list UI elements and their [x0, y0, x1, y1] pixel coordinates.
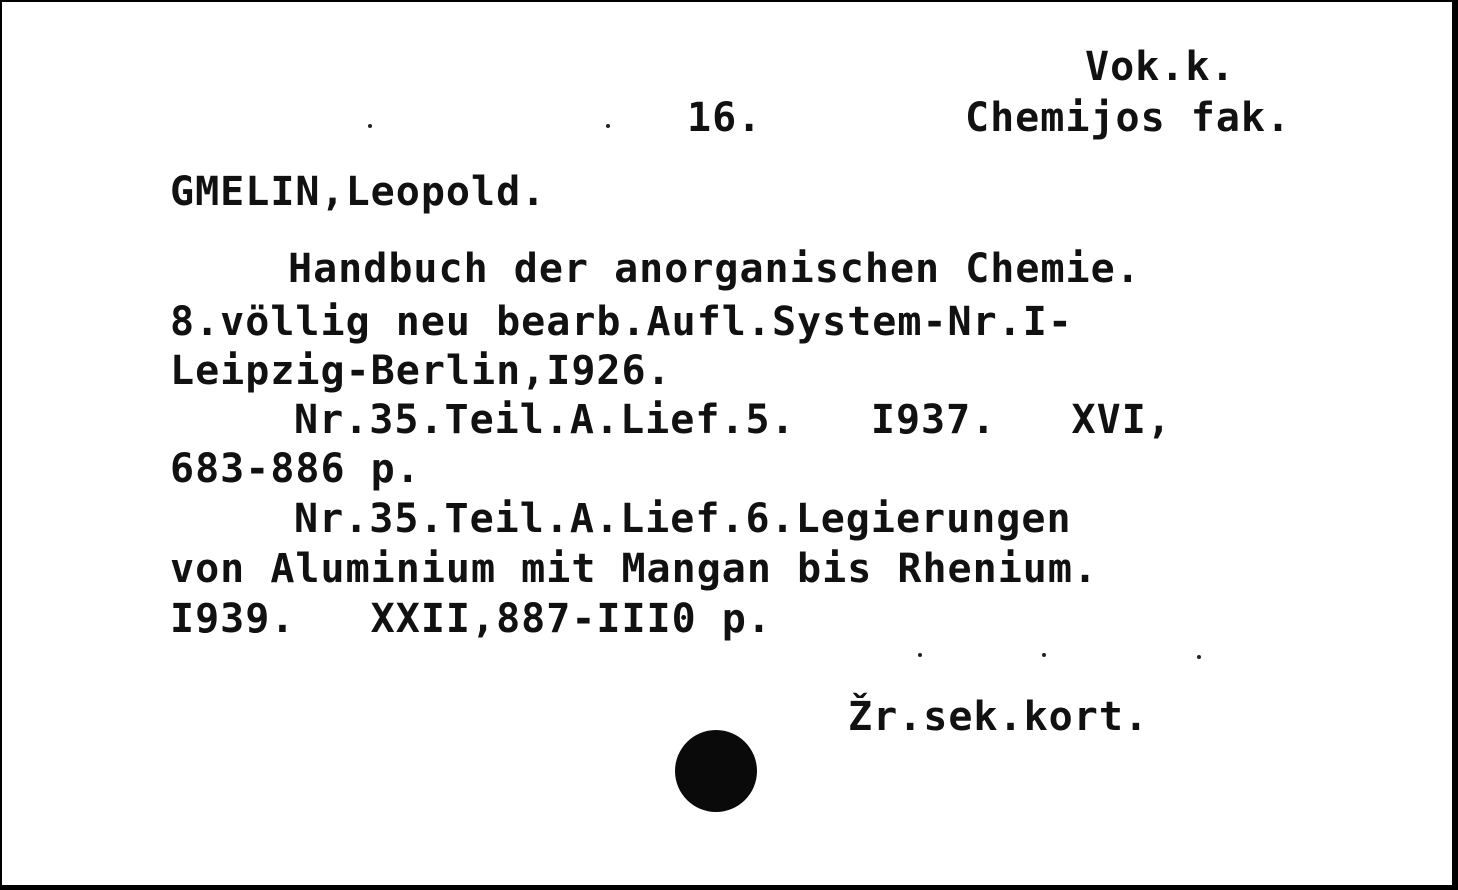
ink-speck [1042, 653, 1046, 657]
cross-reference-note: Žr.sek.kort. [848, 694, 1149, 740]
part-1-line-1: Nr.35.Teil.A.Lief.5. I937. XVI, [294, 397, 1172, 443]
ink-speck [1197, 655, 1201, 659]
location-line-2: Chemijos fak. [965, 95, 1292, 141]
title-line-1: Handbuch der anorganischen Chemie. [288, 246, 1141, 292]
part-2-line-1: Nr.35.Teil.A.Lief.6.Legierungen [294, 496, 1072, 542]
part-1-line-2: 683-886 p. [170, 446, 421, 492]
part-2-line-2: von Aluminium mit Mangan bis Rhenium. [170, 546, 1099, 592]
catalog-card [2, 2, 1452, 885]
punch-hole [675, 730, 757, 812]
ink-speck [918, 653, 922, 657]
part-2-line-3: I939. XXII,887-III0 p. [170, 596, 772, 642]
ink-speck [606, 124, 610, 128]
location-line-1: Vok.k. [1085, 44, 1236, 90]
card-number: 16. [687, 95, 763, 141]
author-heading: GMELIN,Leopold. [170, 169, 547, 215]
title-line-2: 8.völlig neu bearb.Aufl.System-Nr.I- [170, 299, 1073, 345]
title-line-3: Leipzig-Berlin,I926. [170, 348, 672, 394]
ink-speck [368, 124, 372, 128]
